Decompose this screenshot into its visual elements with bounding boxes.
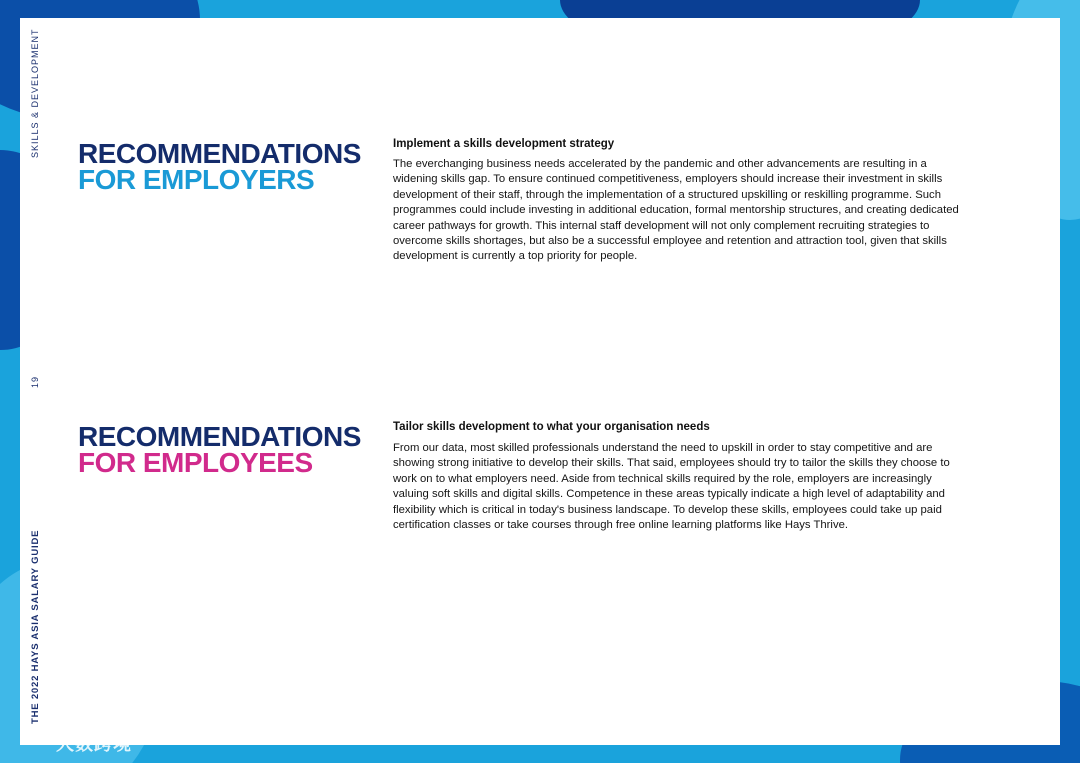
employees-section-body: From our data, most skilled professionals understand the need to upskill in order to stay competitive and are showing strong initiative to develop their skills. That said, employees should try to tailor the skills they choose to work on to what employers need. Aside from technical skills required by the role, employers are increasingly valuing soft skills and digital skills. Competence in these areas typically indicate a high level of adaptability and flexibility which is critical in today's business landscape. To develop these skills, employees could take up paid certification classes or take courses through free online learning platforms like Hays Thrive. — [393, 442, 950, 532]
employees-heading-line1: RECOMMENDATIONS — [78, 421, 361, 452]
employers-section-body: The everchanging business needs accelerated by the pandemic and other advancements are resulting in a widening skills gap. To ensure continued competitiveness, employers should increase their investment in skills development of their staff, through the implementation of a structured upskilling or reskilling programme. Such programmes could include investing in additional education, formal mentorship structures, and creating dedicated career pathways for growth. This internal staff development will not only complement recruiting strategies to overcome skills shortages, but also be a successful employee and retention and attraction tool, given that skills development is currently a top priority for people. — [393, 158, 959, 263]
employers-heading-line1: RECOMMENDATIONS — [78, 138, 361, 169]
employers-heading-line2: FOR EMPLOYERS — [78, 164, 315, 195]
watermark — [8, 730, 132, 756]
employees-heading-line2: FOR EMPLOYEES — [78, 447, 313, 478]
page-number: 19 — [30, 375, 40, 388]
watermark-text: 大数跨境 — [56, 734, 132, 754]
guide-title: THE 2022 HAYS ASIA SALARY GUIDE — [30, 529, 41, 724]
section-label: SKILLS & DEVELOPMENT — [30, 28, 40, 158]
page — [20, 18, 1060, 745]
employees-section-title: Tailor skills development to what your organisation needs — [393, 421, 710, 433]
employers-section-title: Implement a skills development strategy — [393, 138, 615, 150]
